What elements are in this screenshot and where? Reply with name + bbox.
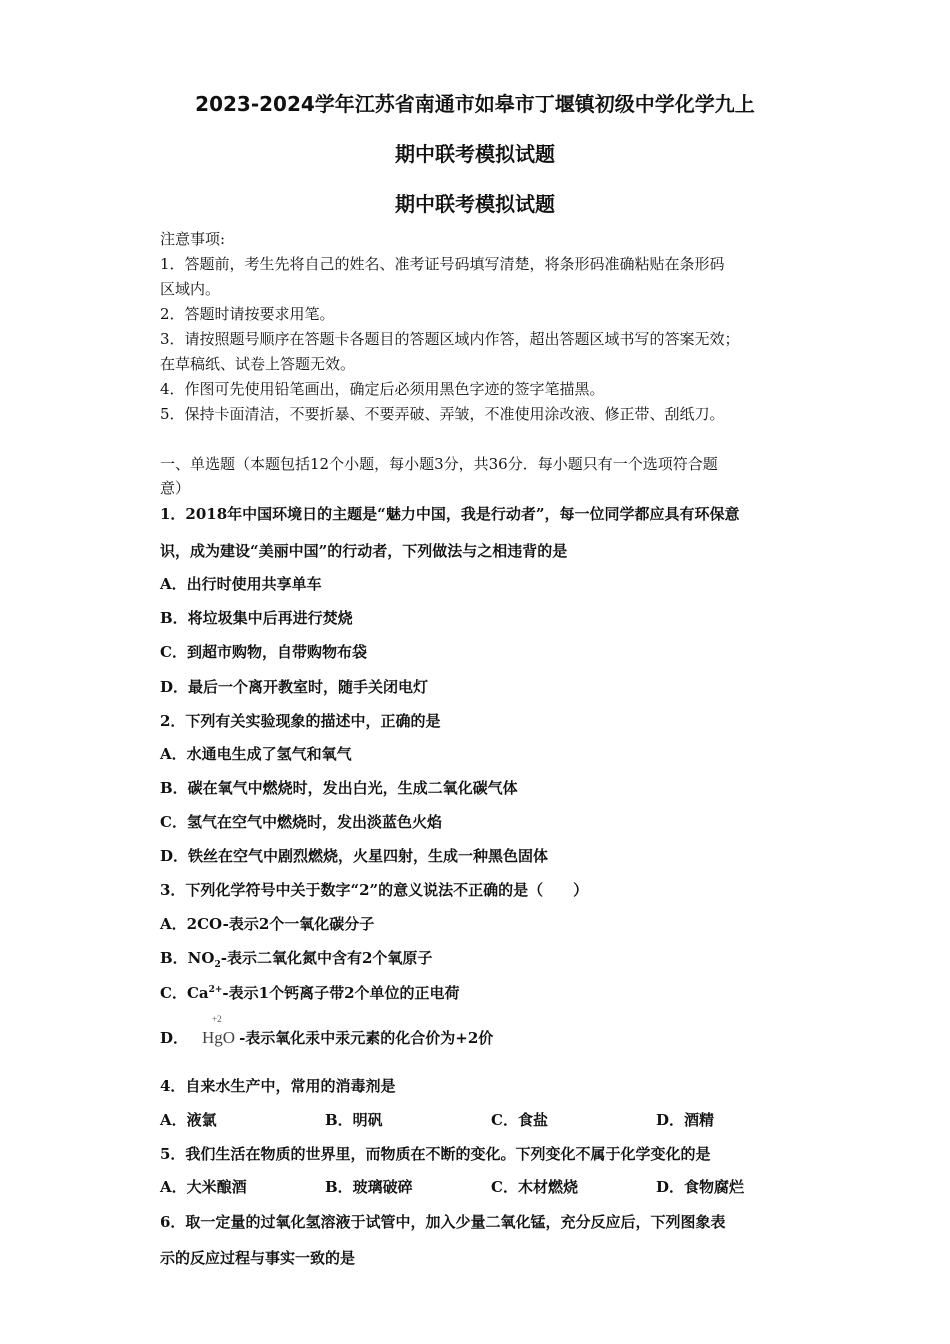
q4-option-a: A．液氯 xyxy=(160,1111,217,1129)
exam-title-line2: 期中联考模拟试题 xyxy=(395,142,555,166)
q5-option-c: C．木材燃烧 xyxy=(491,1178,578,1196)
notice-item: 2．答题时请按要求用笔。 xyxy=(160,305,335,323)
q1-option-b: B．将垃圾集中后再进行焚烧 xyxy=(160,609,353,627)
q5-option-a: A．大米酿酒 xyxy=(160,1178,247,1196)
q3-option-d: D． +2 HgO -表示氧化汞中汞元素的化合价为+2价 xyxy=(160,1014,494,1047)
question-2-stem: 2．下列有关实验现象的描述中，正确的是 xyxy=(160,712,441,730)
q5-option-b: B．玻璃破碎 xyxy=(325,1178,413,1196)
q4-option-c: C．食盐 xyxy=(491,1111,548,1129)
exam-title-line3: 期中联考模拟试题 xyxy=(395,192,555,216)
q3-option-b: B．$NO_2-$表示二氧化氮中含有2个氧原子 xyxy=(160,949,433,970)
notice-item: 在草稿纸、试卷上答题无效。 xyxy=(160,355,356,373)
question-6-stem: 6．取一定量的过氧化氢溶液于试管中，加入少量二氧化锰，充分反应后，下列图象表 xyxy=(160,1213,726,1231)
exam-title-line1: 2023-2024学年江苏省南通市如皋市丁堰镇初级中学化学九上 xyxy=(195,92,755,116)
q2-option-d: D．铁丝在空气中剧烈燃烧，火星四射，生成一种黑色固体 xyxy=(160,847,549,865)
q4-option-d: D．酒精 xyxy=(656,1111,715,1129)
q2-option-c: C．氢气在空气中燃烧时，发出淡蓝色火焰 xyxy=(160,813,442,831)
q2-option-a: A．水通电生成了氢气和氧气 xyxy=(160,745,352,763)
question-3-stem: 3．下列化学符号中关于数字“2”的意义说法不正确的是（ ） xyxy=(160,881,589,899)
question-1-stem: 1．2018年中国环境日的主题是“魅力中国，我是行动者”，每一位同学都应具有环保意 xyxy=(160,505,740,523)
question-6-stem-cont: 示的反应过程与事实一致的是 xyxy=(160,1249,356,1267)
section-heading: 一、单选题（本题包括12个小题，每小题3分，共36分．每小题只有一个选项符合题 xyxy=(160,455,718,473)
q1-option-c: C．到超市购物，自带购物布袋 xyxy=(160,643,367,661)
hgo-formula: +2 HgO xyxy=(202,1014,236,1047)
notice-item: 5．保持卡面清洁，不要折暴、不要弄破、弄皱，不准使用涂改液、修正带、刮纸刀。 xyxy=(160,405,725,423)
q5-option-d: D．食物腐烂 xyxy=(656,1178,745,1196)
question-5-stem: 5．我们生活在物质的世界里，而物质在不断的变化。下列变化不属于化学变化的是 xyxy=(160,1145,711,1163)
q2-option-b: B．碳在氧气中燃烧时，发出白光，生成二氧化碳气体 xyxy=(160,779,518,797)
q4-option-b: B．明矾 xyxy=(325,1111,383,1129)
notice-item: 3．请按照题号顺序在答题卡各题目的答题区域内作答，超出答题区域书写的答案无效； xyxy=(160,330,740,348)
notice-item: 1．答题前，考生先将自己的姓名、准考证号码填写清楚，将条形码准确粘贴在条形码 xyxy=(160,255,725,273)
q1-option-d: D．最后一个离开教室时，随手关闭电灯 xyxy=(160,678,429,696)
q1-option-a: A．出行时使用共享单车 xyxy=(160,575,322,593)
notice-item: 区域内。 xyxy=(160,280,221,298)
question-1-stem-cont: 识，成为建设“美丽中国”的行动者，下列做法与之相违背的是 xyxy=(160,542,568,560)
q3-option-a: A．2CO-表示2个一氧化碳分子 xyxy=(160,915,375,933)
notice-heading: 注意事项: xyxy=(160,230,226,248)
question-4-stem: 4．自来水生产中，常用的消毒剂是 xyxy=(160,1077,396,1095)
notice-item: 4．作图可先使用铅笔画出，确定后必须用黑色字迹的签字笔描黑。 xyxy=(160,380,605,398)
section-heading-cont: 意） xyxy=(160,479,191,497)
q3-option-c: C．$Ca^{2+}-$表示1个钙离子带2个单位的正电荷 xyxy=(160,984,460,1002)
